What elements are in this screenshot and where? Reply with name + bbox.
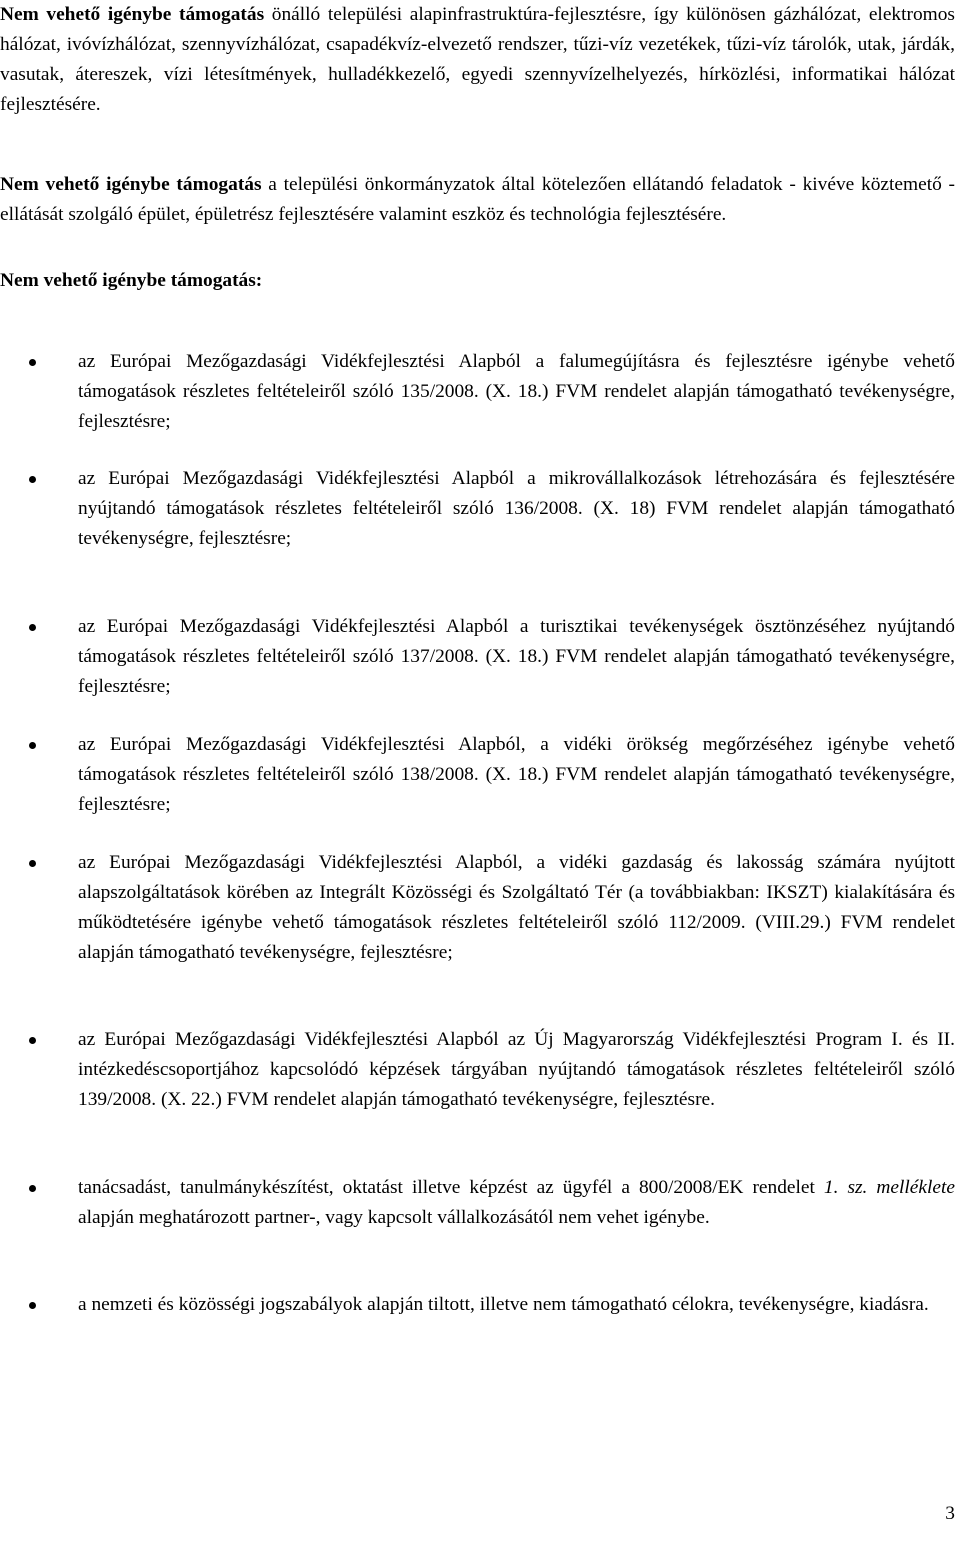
bullet-icon	[29, 1037, 36, 1044]
section-heading: Nem vehető igénybe támogatás:	[0, 270, 263, 291]
paragraph-text: a települési önkormányzatok által kötelezően ellátandó feladatok - kivéve köztemető - ellátását szolgáló épület, épületrész fejlesztésére valamint eszköz és technológia fejlesztésére.	[0, 174, 955, 225]
list-item-text: az Európai Mezőgazdasági Vidékfejlesztési Alapból a turisztikai tevékenységek ösztönzéséhez nyújtandó támogatások részletes feltételeiről szóló 137/2008. (X. 18.) FVM rendelet alapján támogatható tevékenységre, fejlesztésre;	[78, 616, 955, 697]
paragraph-infrastructure	[0, 0, 955, 120]
bullet-icon	[29, 624, 36, 631]
paragraph-text: önálló települési alapinfrastruktúra-fejlesztésre, így különösen gázhálózat, elektromos hálózat, ivóvízhálózat, szennyvízhálózat, csapadékvíz-elvezető rendszer, tűzi-víz vezetékek, tűzi-víz tárolók, utak, járdák, vasutak, átereszek, vízi létesítmények, hulladékkezelő, egyedi szennyvízelhelyezés, hírközlési, informatikai hálózat fejlesztésére.	[0, 4, 955, 115]
list-item-text-part: alapján meghatározott partner-, vagy kapcsolt vállalkozásától nem vehet igénybe.	[78, 1207, 710, 1228]
list-item-text: az Európai Mezőgazdasági Vidékfejlesztési Alapból a mikrovállalkozások létrehozására és fejlesztésére nyújtandó támogatások részletes feltételeiről szóló 136/2008. (X. 18) FVM rendelet alapján támogatható tevékenységre, fejlesztésre;	[78, 468, 955, 549]
list-item-text-italic: 1. sz. melléklete	[823, 1177, 955, 1198]
bullet-icon	[29, 860, 36, 867]
bullet-icon	[29, 476, 36, 483]
paragraph-lead: Nem vehető igénybe támogatás	[0, 4, 265, 25]
bullet-icon	[29, 1185, 36, 1192]
paragraph-lead: Nem vehető igénybe támogatás	[0, 174, 262, 195]
list-item-text	[78, 1173, 955, 1233]
bullet-icon	[29, 742, 36, 749]
list-item-text: az Európai Mezőgazdasági Vidékfejlesztési Alapból a falumegújításra és fejlesztésre igénybe vehető támogatások részletes feltételeiről szóló 135/2008. (X. 18.) FVM rendelet alapján támogatható tevékenységre, fejlesztésre;	[78, 351, 955, 432]
list-item-text: az Európai Mezőgazdasági Vidékfejlesztési Alapból, a vidéki örökség megőrzéséhez igénybe vehető támogatások részletes feltételeiről szóló 138/2008. (X. 18.) FVM rendelet alapján támogatható tevékenységre, fejlesztésre;	[78, 734, 955, 815]
list-item-text: az Európai Mezőgazdasági Vidékfejlesztési Alapból, a vidéki gazdaság és lakosság számára nyújtott alapszolgáltatások körében az Integrált Közösségi és Szolgáltató Tér (a továbbiakban: IKSZT) kialakítására és működtetésére igénybe vehető támogatások részletes feltételeiről szóló 112/2009. (VIII.29.) FVM rendelet alapján támogatható tevékenységre, fejlesztésre;	[78, 852, 955, 963]
list-item-text: az Európai Mezőgazdasági Vidékfejlesztési Alapból az Új Magyarország Vidékfejlesztési Program I. és II. intézkedéscsoportjához kapcsolódó képzések tárgyában nyújtandó támogatások részletes feltételeiről szóló 139/2008. (X. 22.) FVM rendelet alapján támogatható tevékenységre, fejlesztésre.	[78, 1029, 955, 1110]
list-item-text-part: tanácsadást, tanulmánykészítést, oktatást illetve képzést az ügyfél a 800/2008/EK rendelet	[78, 1177, 824, 1198]
page-number: 3	[945, 1503, 955, 1524]
bullet-icon	[29, 359, 36, 366]
list-item-text: a nemzeti és közösségi jogszabályok alapján tiltott, illetve nem támogatható célokra, tevékenységre, kiadásra.	[78, 1294, 929, 1315]
bullet-icon	[29, 1302, 36, 1309]
paragraph-municipal-tasks	[0, 170, 955, 230]
